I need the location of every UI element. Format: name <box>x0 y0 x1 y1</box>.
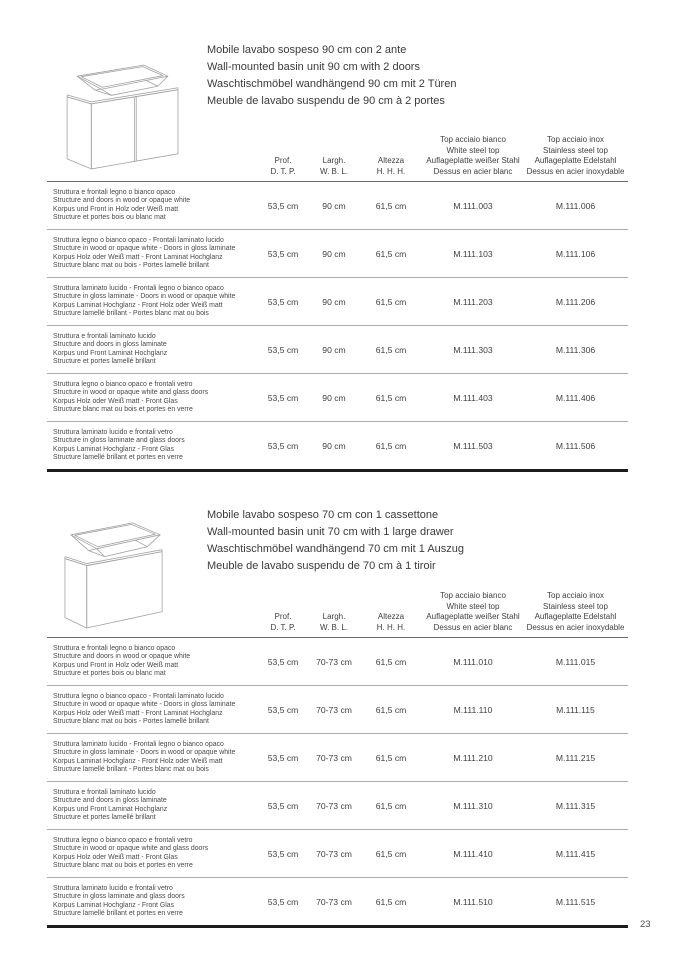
spec-table-body <box>47 638 628 928</box>
col-header-line: Auflageplatte weißer Stahl <box>426 156 520 165</box>
row-depth-value: 53,5 cm <box>267 392 299 403</box>
spec-table-70cm <box>47 579 628 928</box>
row-width-value: 70-73 cm <box>316 848 352 859</box>
row-description-en: Structure in wood or opaque white and glass doors <box>53 845 209 853</box>
row-code-inox-top: M.111.306 <box>555 344 596 355</box>
spec-table-header <box>47 579 628 638</box>
row-description <box>47 231 257 276</box>
product-title-en: Wall-mounted basin unit 90 cm with 2 doors <box>207 61 420 73</box>
row-description-de: Korpus Laminat Hochglanz - Front Glas <box>53 445 175 453</box>
row-code-inox-top: M.111.115 <box>556 704 595 715</box>
product-titles <box>207 507 464 575</box>
col-header-stainless-steel-top <box>523 591 628 637</box>
row-width-value: 70-73 cm <box>316 704 352 715</box>
table-row <box>47 325 628 373</box>
row-code-inox-top: M.111.315 <box>555 800 596 811</box>
page-number: 23 <box>640 919 651 930</box>
row-width-value: 90 cm <box>322 392 346 403</box>
col-header-line: W. B. L. <box>319 622 348 632</box>
row-width-value: 90 cm <box>322 344 346 355</box>
row-width-value: 90 cm <box>322 440 346 451</box>
col-header-line: Stainless steel top <box>543 601 608 611</box>
row-depth-value: 53,5 cm <box>267 896 299 907</box>
col-header-line: Stainless steel top <box>543 145 608 155</box>
row-description-en: Structure in gloss laminate and glass doors <box>53 893 185 901</box>
table-row <box>47 229 628 277</box>
table-row <box>47 638 628 685</box>
row-description-fr: Structure lamellé brillant - Portes blanc mat ou bois <box>53 309 209 317</box>
row-description-it: Struttura laminato lucido - Frontali legno o bianco opaco <box>53 285 224 293</box>
row-description-fr: Structure et portes lamellé brillant <box>53 357 156 365</box>
row-code-white-top: M.111.010 <box>453 656 493 667</box>
col-header-line: H. H. H. <box>376 622 406 632</box>
row-width-value: 70-73 cm <box>316 800 352 811</box>
product-title-fr: Meuble de lavabo suspendu de 90 cm à 2 portes <box>207 95 445 107</box>
row-description-it: Struttura laminato lucido e frontali vetro <box>53 429 173 437</box>
row-description-de: Korpus und Front in Holz oder Weiß matt <box>53 205 179 213</box>
row-height-value: 61,5 cm <box>375 704 407 715</box>
row-width-value: 70-73 cm <box>316 656 352 667</box>
col-header-spacer <box>47 633 257 637</box>
row-code-inox-top: M.111.006 <box>555 200 596 211</box>
row-code-white-top: M.111.403 <box>453 392 493 403</box>
row-width-value: 90 cm <box>322 200 346 211</box>
row-code-inox-top: M.111.015 <box>555 656 596 667</box>
row-description-it: Struttura e frontali laminato lucido <box>53 789 156 797</box>
row-description-en: Structure in wood or opaque white - Doors in gloss laminate <box>53 245 236 253</box>
row-height-value: 61,5 cm <box>375 200 407 211</box>
table-row <box>47 733 628 781</box>
col-header-line: Altezza <box>377 156 405 165</box>
row-code-white-top: M.111.310 <box>453 800 493 811</box>
row-description-de: Korpus Holz oder Weiß matt - Front Glas <box>53 397 178 405</box>
col-header-line: White steel top <box>446 601 500 611</box>
row-description-en: Structure in gloss laminate - Doors in wood or opaque white <box>53 293 236 301</box>
product-title-fr: Meuble de lavabo suspendu de 70 cm à 1 tiroir <box>207 560 436 572</box>
row-description-de: Korpus und Front Laminat Hochglanz <box>53 349 168 357</box>
row-height-value: 61,5 cm <box>375 248 407 259</box>
row-code-inox-top: M.111.406 <box>555 392 596 403</box>
row-code-inox-top: M.111.215 <box>555 752 596 763</box>
row-code-inox-top: M.111.515 <box>555 896 596 907</box>
row-depth-value: 53,5 cm <box>267 248 299 259</box>
col-header-height <box>359 156 423 181</box>
product-title-de: Waschtischmöbel wandhängend 90 cm mit 2 Türen <box>207 78 457 90</box>
row-description-de: Korpus Holz oder Weiß matt - Front Laminat Hochglanz <box>53 253 223 261</box>
row-description <box>47 279 257 324</box>
col-header-white-steel-top <box>423 135 523 181</box>
col-header-line: Dessus en acier inoxydable <box>526 622 625 632</box>
row-description-fr: Structure lamellé brillant et portes en verre <box>53 453 183 461</box>
row-code-white-top: M.111.210 <box>453 752 493 763</box>
product-title-it: Mobile lavabo sospeso 70 cm con 1 cassettone <box>207 509 439 521</box>
col-header-line: Dessus en acier blanc <box>433 622 513 632</box>
row-code-inox-top: M.111.106 <box>555 248 596 259</box>
row-description-fr: Structure blanc mat ou bois et portes en verre <box>53 861 193 869</box>
row-depth-value: 53,5 cm <box>267 200 299 211</box>
table-row <box>47 421 628 469</box>
row-description-it: Struttura legno o bianco opaco - Frontali laminato lucido <box>53 693 224 701</box>
row-description <box>47 639 257 684</box>
col-header-line: Auflageplatte Edelstahl <box>534 612 617 621</box>
table-row <box>47 829 628 877</box>
row-description-de: Korpus und Front Laminat Hochglanz <box>53 805 168 813</box>
row-description-fr: Structure et portes bois ou blanc mat <box>53 669 166 677</box>
row-description-it: Struttura e frontali legno o bianco opaco <box>53 189 176 197</box>
product-section-70cm-1-drawer <box>0 465 678 935</box>
col-header-line: Auflageplatte Edelstahl <box>534 156 617 165</box>
row-depth-value: 53,5 cm <box>267 296 299 307</box>
row-code-white-top: M.111.510 <box>453 896 493 907</box>
row-code-white-top: M.111.103 <box>453 248 493 259</box>
col-header-width <box>309 156 359 181</box>
row-code-white-top: M.111.410 <box>453 848 493 859</box>
col-header-depth <box>257 612 309 637</box>
col-header-spacer <box>47 177 257 181</box>
row-height-value: 61,5 cm <box>375 752 407 763</box>
table-row <box>47 781 628 829</box>
row-description-de: Korpus Laminat Hochglanz - Front Glas <box>53 901 175 909</box>
row-depth-value: 53,5 cm <box>267 848 299 859</box>
col-header-line: Altezza <box>377 612 405 621</box>
row-description-it: Struttura laminato lucido - Frontali legno o bianco opaco <box>53 741 224 749</box>
col-header-line: Largh. <box>322 156 346 165</box>
row-description-en: Structure and doors in gloss laminate <box>53 797 167 805</box>
row-description-fr: Structure lamellé brillant - Portes blanc mat ou bois <box>53 765 209 773</box>
row-depth-value: 53,5 cm <box>267 344 299 355</box>
table-row <box>47 685 628 733</box>
row-description-en: Structure in gloss laminate - Doors in wood or opaque white <box>53 749 236 757</box>
col-header-height <box>359 612 423 637</box>
row-description-en: Structure in gloss laminate and glass doors <box>53 437 185 445</box>
product-titles <box>207 42 456 110</box>
row-description-de: Korpus Laminat Hochglanz - Front Holz oder Weiß matt <box>53 757 223 765</box>
row-description <box>47 375 257 420</box>
row-height-value: 61,5 cm <box>375 392 407 403</box>
row-depth-value: 53,5 cm <box>267 440 299 451</box>
row-description-en: Structure and doors in wood or opaque white <box>53 197 191 205</box>
col-header-line: Top acciaio bianco <box>440 135 506 144</box>
row-description-fr: Structure et portes bois ou blanc mat <box>53 213 166 221</box>
row-depth-value: 53,5 cm <box>267 656 299 667</box>
row-description-de: Korpus Holz oder Weiß matt - Front Laminat Hochglanz <box>53 709 223 717</box>
row-description <box>47 831 257 876</box>
row-height-value: 61,5 cm <box>375 440 407 451</box>
row-depth-value: 53,5 cm <box>267 800 299 811</box>
col-header-line: Auflageplatte weißer Stahl <box>426 612 520 621</box>
col-header-line: Top acciaio inox <box>547 591 604 600</box>
row-description-fr: Structure blanc mat ou bois - Portes lamellé brillant <box>53 261 209 269</box>
row-description <box>47 879 257 924</box>
row-depth-value: 53,5 cm <box>267 752 299 763</box>
col-header-line: D. T. P. <box>270 166 296 176</box>
row-description-de: Korpus und Front in Holz oder Weiß matt <box>53 661 179 669</box>
row-description-fr: Structure blanc mat ou bois - Portes lamellé brillant <box>53 717 209 725</box>
row-height-value: 61,5 cm <box>375 848 407 859</box>
col-header-width <box>309 612 359 637</box>
spec-table-90cm <box>47 123 628 472</box>
row-description-en: Structure and doors in wood or opaque white <box>53 653 191 661</box>
col-header-line: H. H. H. <box>376 166 406 176</box>
col-header-line: Top acciaio inox <box>547 135 604 144</box>
table-row <box>47 182 628 229</box>
row-code-white-top: M.111.203 <box>453 296 493 307</box>
row-width-value: 90 cm <box>322 296 346 307</box>
row-depth-value: 53,5 cm <box>267 704 299 715</box>
row-description-fr: Structure blanc mat ou bois et portes en verre <box>53 405 193 413</box>
row-description-it: Struttura e frontali laminato lucido <box>53 333 156 341</box>
row-description-en: Structure in wood or opaque white and glass doors <box>53 389 209 397</box>
product-section-90cm-2-doors <box>0 0 678 472</box>
table-row <box>47 277 628 325</box>
row-description-it: Struttura laminato lucido e frontali vetro <box>53 885 173 893</box>
row-description-it: Struttura legno o bianco opaco e frontali vetro <box>53 837 193 845</box>
row-description <box>47 687 257 732</box>
product-title-en: Wall-mounted basin unit 70 cm with 1 large drawer <box>207 526 454 538</box>
row-code-inox-top: M.111.506 <box>555 440 596 451</box>
table-row <box>47 877 628 925</box>
row-description-de: Korpus Holz oder Weiß matt - Front Glas <box>53 853 178 861</box>
table-row <box>47 373 628 421</box>
col-header-line: Dessus en acier blanc <box>433 166 513 176</box>
col-header-line: Prof. <box>274 156 292 165</box>
row-code-white-top: M.111.303 <box>453 344 493 355</box>
row-description-en: Structure in wood or opaque white - Doors in gloss laminate <box>53 701 236 709</box>
row-code-inox-top: M.111.206 <box>555 296 596 307</box>
row-description <box>47 735 257 780</box>
row-description <box>47 423 257 468</box>
spec-table-body <box>47 182 628 472</box>
row-description-it: Struttura legno o bianco opaco - Frontali laminato lucido <box>53 237 224 245</box>
spec-table-header <box>47 123 628 182</box>
col-header-stainless-steel-top <box>523 135 628 181</box>
col-header-depth <box>257 156 309 181</box>
col-header-line: D. T. P. <box>270 622 296 632</box>
product-title-de: Waschtischmöbel wandhängend 70 cm mit 1 Auszug <box>207 543 465 555</box>
row-height-value: 61,5 cm <box>375 656 407 667</box>
row-description-fr: Structure et portes lamellé brillant <box>53 813 156 821</box>
col-header-line: W. B. L. <box>319 166 348 176</box>
col-header-line: Dessus en acier inoxydable <box>526 166 625 176</box>
row-code-white-top: M.111.503 <box>453 440 493 451</box>
row-height-value: 61,5 cm <box>375 344 407 355</box>
row-description-de: Korpus Laminat Hochglanz - Front Holz oder Weiß matt <box>53 301 223 309</box>
row-height-value: 61,5 cm <box>375 896 407 907</box>
row-description-en: Structure and doors in gloss laminate <box>53 341 167 349</box>
row-width-value: 70-73 cm <box>316 752 352 763</box>
row-height-value: 61,5 cm <box>375 296 407 307</box>
row-code-white-top: M.111.110 <box>453 704 493 715</box>
row-description <box>47 183 257 228</box>
row-code-white-top: M.111.003 <box>453 200 493 211</box>
row-width-value: 70-73 cm <box>316 896 352 907</box>
row-height-value: 61,5 cm <box>375 800 407 811</box>
col-header-line: Prof. <box>274 612 292 621</box>
product-title-it: Mobile lavabo sospeso 90 cm con 2 ante <box>207 44 407 56</box>
row-description <box>47 783 257 828</box>
col-header-line: Largh. <box>322 612 346 621</box>
col-header-line: Top acciaio bianco <box>440 591 506 600</box>
row-description-fr: Structure lamellé brillant et portes en verre <box>53 909 183 917</box>
row-code-inox-top: M.111.415 <box>555 848 596 859</box>
row-description-it: Struttura e frontali legno o bianco opaco <box>53 645 176 653</box>
col-header-line: White steel top <box>446 145 500 155</box>
col-header-white-steel-top <box>423 591 523 637</box>
row-description <box>47 327 257 372</box>
row-description-it: Struttura legno o bianco opaco e frontali vetro <box>53 381 193 389</box>
row-width-value: 90 cm <box>322 248 346 259</box>
